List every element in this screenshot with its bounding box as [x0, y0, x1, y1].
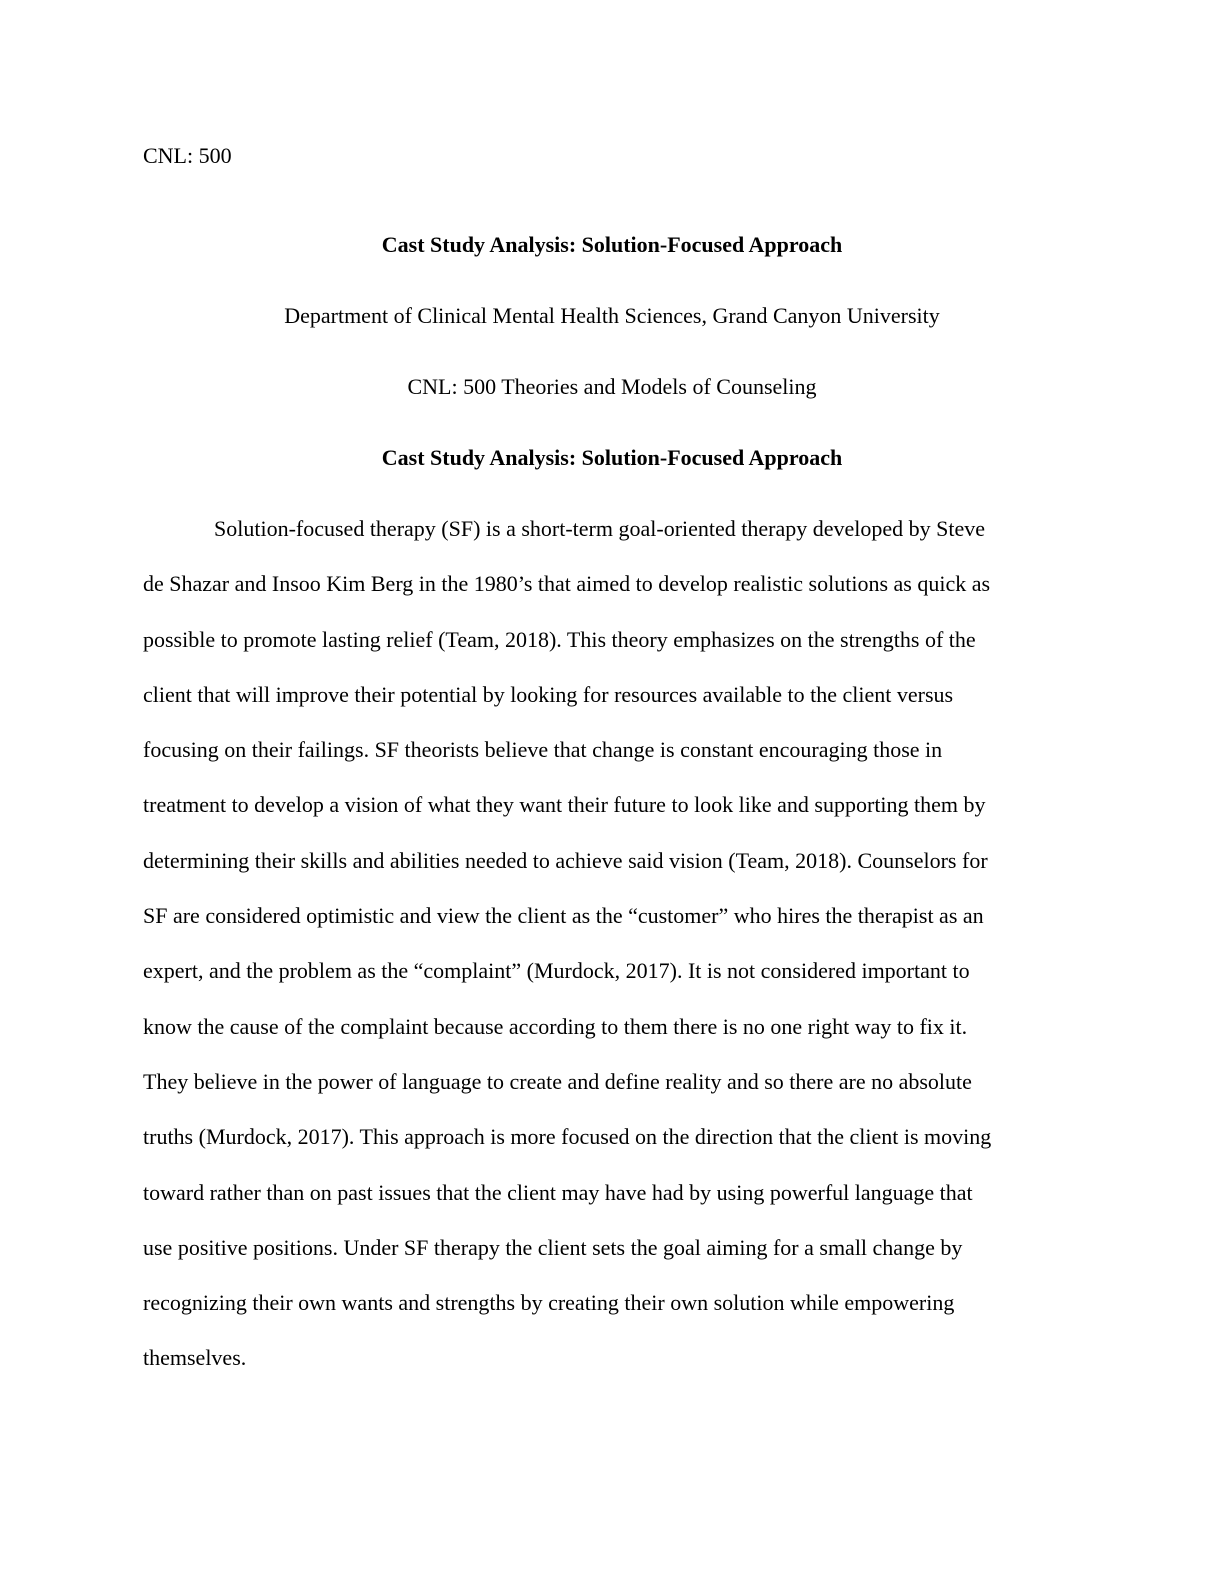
- paragraph-line: They believe in the power of language to create and define reality and so there are no absolute: [143, 1068, 972, 1094]
- body-paragraph: [143, 501, 1083, 1386]
- paragraph-line: treatment to develop a vision of what they want their future to look like and supporting them by: [143, 792, 986, 818]
- paragraph-line: Solution-focused therapy (SF) is a short-term goal-oriented therapy developed by Steve: [214, 516, 986, 541]
- department-affiliation: Department of Clinical Mental Health Sciences, Grand Canyon University: [284, 303, 940, 328]
- paragraph-line: truths (Murdock, 2017). This approach is more focused on the direction that the client is moving: [143, 1124, 992, 1150]
- running-head-course-code: CNL: 500: [143, 143, 232, 168]
- paragraph-line: client that will improve their potential by looking for resources available to the client versus: [143, 681, 954, 707]
- paragraph-line: SF are considered optimistic and view the client as the “customer” who hires the therapist as an: [143, 903, 984, 929]
- document-title: Cast Study Analysis: Solution-Focused Approach: [381, 232, 843, 257]
- paragraph-line: toward rather than on past issues that the client may have had by using powerful language that: [143, 1179, 973, 1205]
- course-name: CNL: 500 Theories and Models of Counseling: [407, 374, 817, 399]
- paragraph-line: use positive positions. Under SF therapy the client sets the goal aiming for a small change by: [143, 1234, 963, 1260]
- paragraph-line: determining their skills and abilities needed to achieve said vision (Team, 2018). Counselors for: [143, 847, 988, 873]
- paragraph-line: possible to promote lasting relief (Team, 2018). This theory emphasizes on the strengths of the: [143, 626, 976, 652]
- paragraph-line: know the cause of the complaint because according to them there is no one right way to fix it.: [143, 1013, 968, 1039]
- paragraph-line: de Shazar and Insoo Kim Berg in the 1980’s that aimed to develop realistic solutions as quick as: [143, 571, 991, 597]
- paragraph-line: themselves.: [143, 1345, 247, 1371]
- paragraph-line: focusing on their failings. SF theorists believe that change is constant encouraging those in: [143, 737, 943, 763]
- paragraph-line: expert, and the problem as the “complaint” (Murdock, 2017). It is not considered important to: [143, 958, 970, 984]
- paragraph-line: recognizing their own wants and strengths by creating their own solution while empowering: [143, 1290, 955, 1316]
- section-heading: Cast Study Analysis: Solution-Focused Approach: [381, 445, 843, 470]
